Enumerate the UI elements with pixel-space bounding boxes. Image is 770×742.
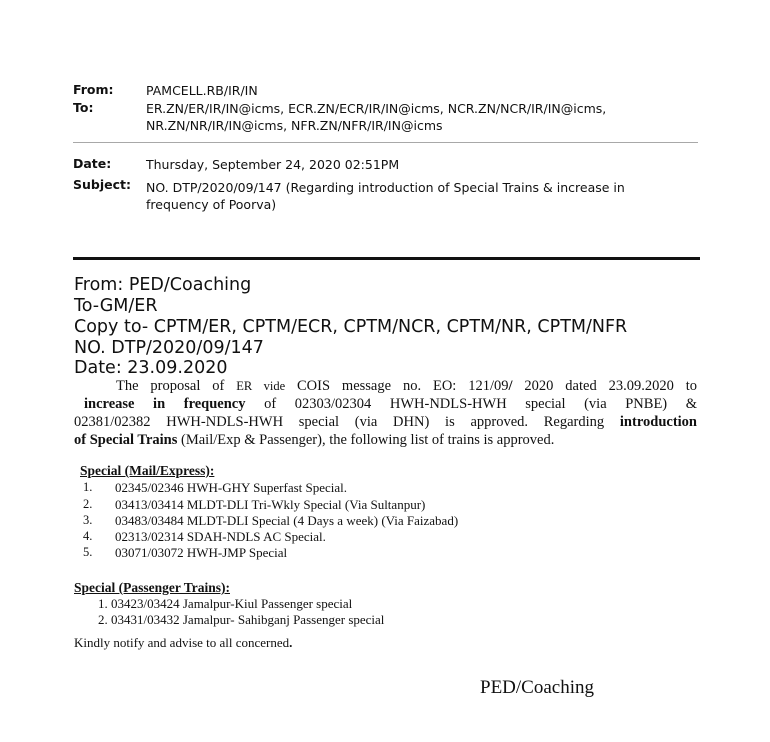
- para-text: 2020 dated 23.09.2020 to: [512, 378, 697, 394]
- subject-value-line-1: NO. DTP/2020/09/147 (Regarding introduction of Special Trains & increase in: [146, 180, 625, 195]
- subject-value-line-2: frequency of Poorva): [146, 197, 277, 212]
- date-label: Date:: [73, 156, 112, 171]
- para-text: of 02303/02304 HWH-NDLS-HWH special (via PNBE) &: [245, 396, 698, 412]
- date-value: Thursday, September 24, 2020 02:51PM: [146, 157, 400, 172]
- letter-number: NO. DTP/2020/09/147: [74, 338, 264, 358]
- subject-label: Subject:: [73, 177, 131, 192]
- para-text-bold: increase in frequency: [84, 396, 246, 412]
- paragraph-line-2: [74, 395, 697, 413]
- to-value-line-2: NR.ZN/NR/IR/IN@icms, NFR.ZN/NFR/IR/IN@icms: [146, 118, 443, 133]
- mail-express-item: 02313/02314 SDAH-NDLS AC Special.: [115, 529, 326, 544]
- para-text-bold: of Special Trains: [74, 432, 178, 448]
- letter-from: From: PED/Coaching: [74, 275, 252, 295]
- letter-divider: [73, 257, 700, 260]
- mail-express-item: 03071/03072 HWH-JMP Special: [115, 545, 288, 560]
- para-text: (Mail/Exp & Passenger), the following list of trains is approved.: [177, 432, 555, 448]
- letter-copy-to: Copy to- CPTM/ER, CPTM/ECR, CPTM/NCR, CPTM/NR, CPTM/NFR: [74, 317, 628, 337]
- passenger-item: 1. 03423/03424 Jamalpur-Kiul Passenger special: [98, 596, 353, 611]
- signature: PED/Coaching: [480, 677, 594, 698]
- para-text-bold: /: [508, 378, 513, 394]
- passenger-item: 2. 03431/03432 Jamalpur- Sahibganj Passenger special: [98, 612, 385, 627]
- closing-period: .: [289, 635, 293, 650]
- para-text: COIS message no. EO: 121/09: [285, 378, 509, 394]
- to-label: To:: [73, 100, 94, 115]
- paragraph-line-4: [74, 431, 697, 449]
- from-label: From:: [73, 82, 114, 97]
- para-text: 02381/02382 HWH-NDLS-HWH special (via DHN) is approved. Regarding: [74, 414, 620, 430]
- paragraph-line-1: [74, 377, 697, 395]
- closing-line: [74, 634, 697, 652]
- mail-express-item-number: 3.: [83, 513, 93, 527]
- letter-to: To-GM/ER: [74, 296, 158, 316]
- mail-express-item-number: 1.: [83, 480, 93, 494]
- mail-express-item: 03483/03484 MLDT-DLI Special (4 Days a week) (Via Faizabad): [115, 513, 459, 528]
- para-text-bold: introduction: [619, 414, 697, 430]
- mail-express-item-number: 5.: [83, 545, 93, 559]
- mail-express-item: 03413/03414 MLDT-DLI Tri-Wkly Special (Via Sultanpur): [115, 497, 426, 512]
- paragraph-line-3: [74, 413, 697, 431]
- para-text-small: ER vide: [236, 379, 286, 393]
- mail-express-item-number: 2.: [83, 497, 93, 511]
- closing-text: Kindly notify and advise to all concerned: [74, 635, 290, 650]
- from-value: PAMCELL.RB/IR/IN: [146, 83, 258, 98]
- mail-express-item-number: 4.: [83, 529, 93, 543]
- mail-express-title: Special (Mail/Express):: [80, 463, 215, 478]
- mail-express-item: 02345/02346 HWH-GHY Superfast Special.: [115, 480, 348, 495]
- passenger-title: Special (Passenger Trains):: [74, 580, 230, 595]
- to-value-line-1: ER.ZN/ER/IR/IN@icms, ECR.ZN/ECR/IR/IN@icms, NCR.ZN/NCR/IR/IN@icms,: [146, 101, 607, 116]
- para-text: The proposal of: [116, 378, 237, 394]
- letter-date: Date: 23.09.2020: [74, 358, 228, 378]
- header-divider: [73, 142, 698, 143]
